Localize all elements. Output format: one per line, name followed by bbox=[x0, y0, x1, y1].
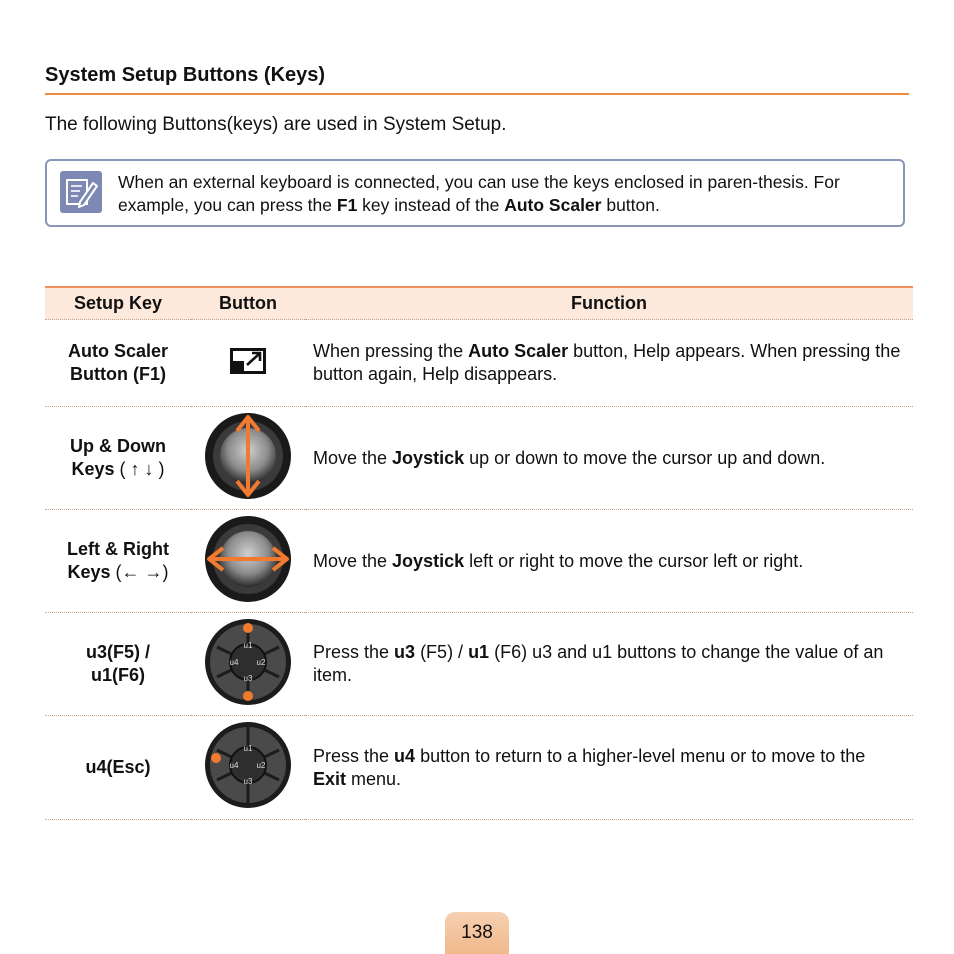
function-text: menu. bbox=[346, 768, 402, 789]
note-text-part: key instead of the bbox=[357, 195, 505, 215]
joystick-left-right-icon bbox=[203, 514, 293, 609]
setup-key-label: Up & Down bbox=[70, 436, 166, 456]
button-cell bbox=[191, 716, 305, 820]
header-function: Function bbox=[305, 287, 913, 320]
function-text: Move the bbox=[313, 550, 393, 571]
dial-label-u1: u1 bbox=[243, 744, 253, 753]
setup-key-label: Keys bbox=[67, 562, 111, 582]
memo-pencil-icon bbox=[60, 171, 102, 213]
setup-key-cell bbox=[45, 407, 191, 510]
setup-key-cell bbox=[45, 716, 191, 820]
setup-key-label: Button (F1) bbox=[70, 364, 166, 384]
function-text: Move the bbox=[313, 447, 393, 468]
setup-key-label: u4(Esc) bbox=[85, 757, 151, 777]
dial-label-u1: u1 bbox=[243, 640, 253, 650]
table-row bbox=[45, 510, 913, 613]
dial-label-u2: u2 bbox=[256, 657, 266, 667]
dial-u3-u1-icon bbox=[203, 617, 293, 712]
function-text: (F5) / bbox=[415, 642, 469, 662]
table-row bbox=[45, 407, 913, 510]
dial-label-u2: u2 bbox=[256, 761, 266, 770]
setup-key-label: Auto Scaler bbox=[67, 341, 169, 361]
table-header-row bbox=[45, 287, 913, 320]
dial-label-u4: u4 bbox=[229, 657, 239, 667]
auto-scaler-icon bbox=[230, 348, 266, 379]
button-cell bbox=[191, 613, 305, 716]
function-text: When pressing the bbox=[313, 341, 469, 361]
setup-key-label: u1(F6) bbox=[91, 665, 145, 685]
note-key: F1 bbox=[336, 195, 358, 215]
note-text-part: button. bbox=[601, 195, 660, 215]
function-bold: Joystick bbox=[392, 550, 465, 571]
function-bold: Exit bbox=[313, 768, 347, 789]
button-cell bbox=[191, 407, 305, 510]
up-down-arrows: ( ↑ ↓ ) bbox=[114, 459, 165, 479]
setup-keys-table bbox=[45, 286, 913, 820]
dial-u4-icon bbox=[203, 720, 293, 815]
joystick-up-down-icon bbox=[203, 411, 293, 506]
dial-label-u3: u3 bbox=[243, 673, 253, 683]
function-text: Press the bbox=[313, 642, 395, 662]
function-cell bbox=[305, 320, 913, 407]
function-text: left or right to move the cursor left or right. bbox=[464, 550, 804, 571]
function-text: Press the bbox=[313, 745, 395, 766]
note-text bbox=[118, 171, 898, 217]
function-text: button, Help appears. When pressing the button again, Help disappears. bbox=[313, 341, 901, 384]
section-title: System Setup Buttons (Keys) bbox=[45, 64, 909, 95]
function-cell bbox=[305, 510, 913, 613]
setup-key-cell bbox=[45, 320, 191, 407]
button-cell bbox=[191, 510, 305, 613]
dial-label-u4: u4 bbox=[229, 761, 239, 770]
function-cell bbox=[305, 716, 913, 820]
table-row bbox=[45, 320, 913, 407]
function-bold: Joystick bbox=[392, 447, 465, 468]
note-text-part: When an external keyboard is connected, you can use the keys enclosed in paren-thesis. For example, you can press the bbox=[118, 172, 840, 215]
header-setup-key: Setup Key bbox=[45, 287, 191, 320]
setup-key-label: Keys bbox=[71, 459, 115, 479]
note-box bbox=[45, 159, 905, 227]
page-number: 138 bbox=[445, 912, 509, 954]
header-button: Button bbox=[191, 287, 305, 320]
function-bold: u3 bbox=[394, 642, 416, 662]
setup-key-cell bbox=[45, 510, 191, 613]
setup-key-cell bbox=[45, 613, 191, 716]
function-text: (F6) u3 and u1 buttons to change the value of an item. bbox=[313, 642, 884, 685]
function-bold: Auto Scaler bbox=[468, 341, 569, 361]
note-button-name: Auto Scaler bbox=[504, 195, 602, 215]
function-bold: u1 bbox=[468, 642, 490, 662]
function-cell bbox=[305, 407, 913, 510]
table-row bbox=[45, 716, 913, 820]
dial-label-u3: u3 bbox=[243, 777, 253, 786]
left-right-arrows: (← →) bbox=[110, 562, 169, 582]
button-cell bbox=[191, 320, 305, 407]
intro-text: The following Buttons(keys) are used in System Setup. bbox=[45, 114, 507, 135]
function-bold: u4 bbox=[394, 745, 416, 766]
setup-key-label: u3(F5) / bbox=[85, 642, 150, 662]
function-cell bbox=[305, 613, 913, 716]
table-row bbox=[45, 613, 913, 716]
setup-key-label: Left & Right bbox=[67, 539, 169, 559]
function-text: up or down to move the cursor up and down. bbox=[464, 447, 826, 468]
function-text: button to return to a higher-level menu or to move to the bbox=[415, 745, 866, 766]
